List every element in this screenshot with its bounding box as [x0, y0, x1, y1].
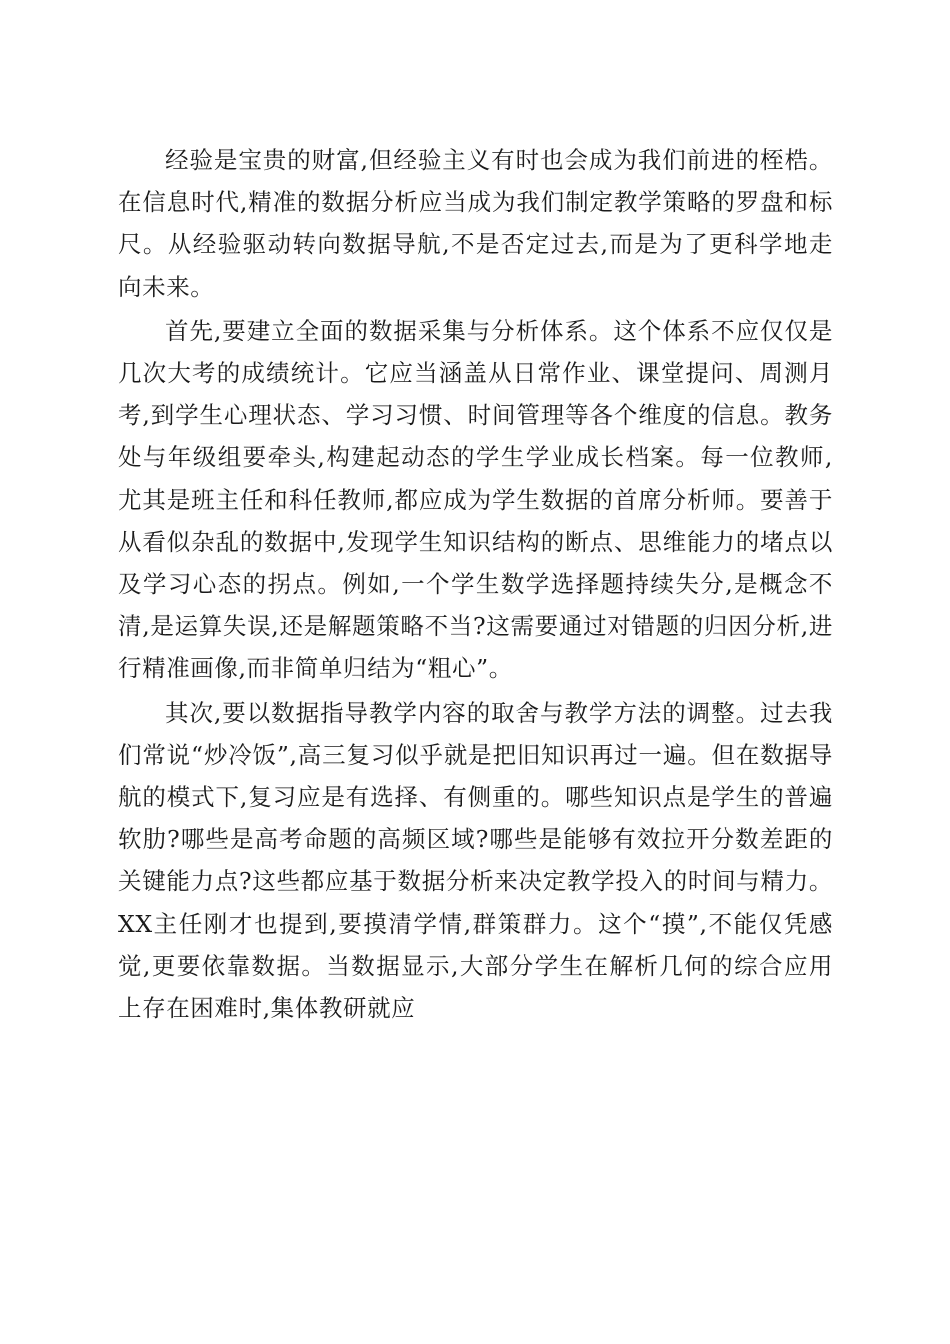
paragraph-teaching-adjustment: 其次,要以数据指导教学内容的取舍与教学方法的调整。过去我们常说“炒冷饭”,高三复习似乎就是把旧知识再过一遍。但在数据导航的模式下,复习应是有选择、有侧重的。哪些知识点是学生的普遍软肋?哪些是高考命题的高频区域?哪些是能够有效拉开分数差距的关键能力点?这些都应基于数据分析来决定教学投入的时间与精力。XX主任刚才也提到,要摸清学情,群策群力。这个“摸”,不能仅凭感觉,更要依靠数据。当数据显示,大部分学生在解析几何的综合应用上存在困难时,集体教研就应: [118, 698, 833, 1023]
document-body: [118, 139, 833, 1031]
paragraph-data-system: 首先,要建立全面的数据采集与分析体系。这个体系不应仅仅是几次大考的成绩统计。它应当涵盖从日常作业、课堂提问、周测月考,到学生心理状态、学习习惯、时间管理等各个维度的信息。教务处与年级组要牵头,构建起动态的学生学业成长档案。每一位教师,尤其是班主任和科任教师,都应成为学生数据的首席分析师。要善于从看似杂乱的数据中,发现学生知识结构的断点、思维能力的堵点以及学习心态的拐点。例如,一个学生数学选择题持续失分,是概念不清,是运算失误,还是解题策略不当?这需要通过对错题的归因分析,进行精准画像,而非简单归结为“粗心”。: [118, 316, 834, 683]
paragraph-experience: 经验是宝贵的财富,但经验主义有时也会成为我们前进的桎梏。在信息时代,精准的数据分析应当成为我们制定教学策略的罗盘和标尺。从经验驱动转向数据导航,不是否定过去,而是为了更科学地走向未来。: [118, 146, 833, 301]
